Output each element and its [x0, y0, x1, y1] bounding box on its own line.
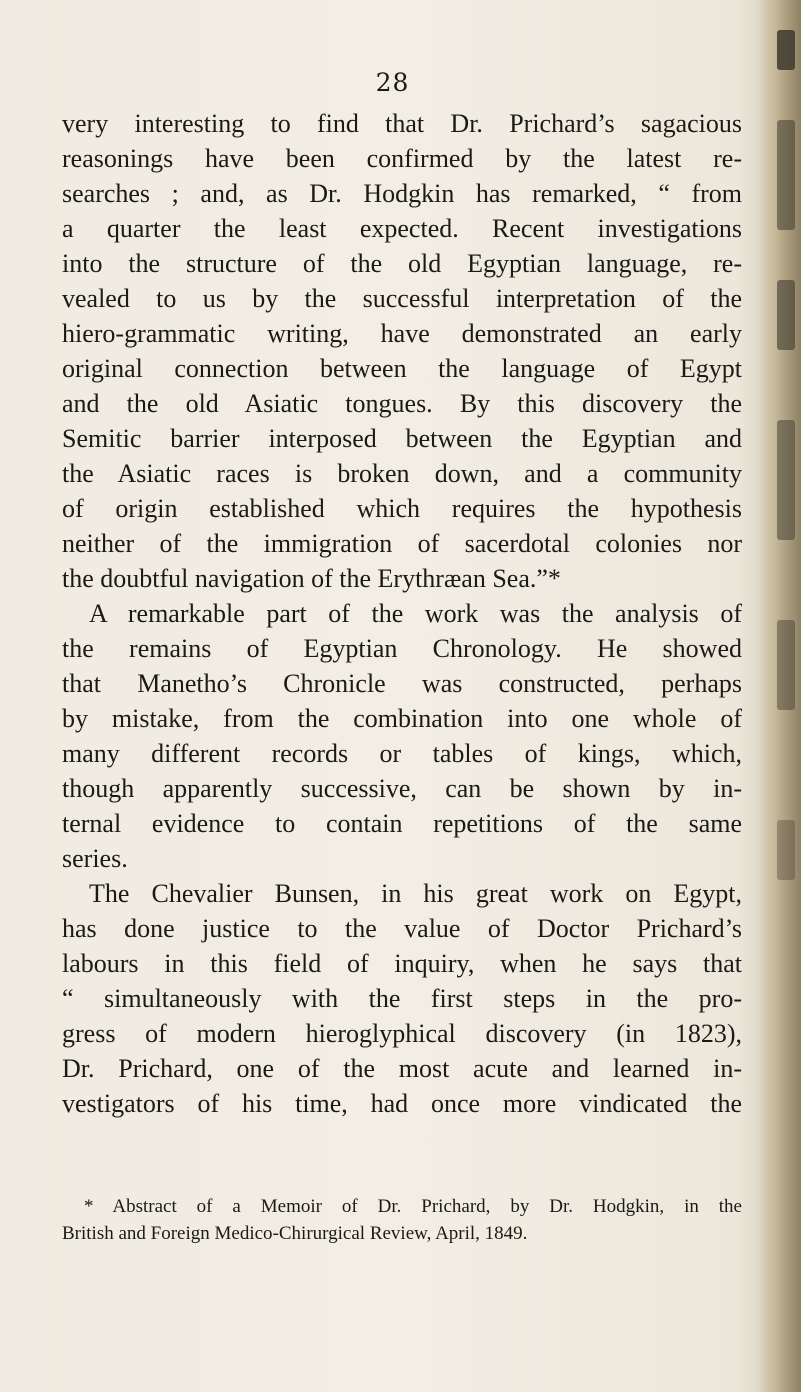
text-line: The Chevalier Bunsen, in his great work on Egypt, [89, 879, 742, 908]
text-line: A remarkable part of the work was the analysis of [89, 599, 742, 628]
binding-mark [777, 120, 795, 230]
binding-mark [777, 420, 795, 540]
text-line: the remains of Egyptian Chronology. He showed [62, 634, 742, 663]
text-line: ternal evidence to contain repetitions of the same [62, 809, 742, 838]
text-line: into the structure of the old Egyptian language, re- [62, 249, 742, 278]
text-line: and the old Asiatic tongues. By this discovery the [62, 389, 742, 418]
footnote-line: British and Foreign Medico-Chirurgical Review, April, 1849. [62, 1223, 528, 1244]
text-line: searches ; and, as Dr. Hodgkin has remarked, “ from [62, 179, 742, 208]
page-number: 28 [375, 68, 410, 97]
text-line: has done justice to the value of Doctor Prichard’s [62, 914, 742, 943]
body-text [62, 106, 742, 1121]
text-line: the doubtful navigation of the Erythræan Sea.”* [62, 564, 561, 593]
footnote [62, 1193, 742, 1247]
page-edge-shadow [759, 0, 801, 1392]
text-line: vestigators of his time, had once more vindicated the [62, 1089, 742, 1118]
binding-mark [777, 620, 795, 710]
text-line: neither of the immigration of sacerdotal colonies nor [62, 529, 742, 558]
binding-mark [777, 30, 795, 70]
binding-mark [777, 280, 795, 350]
text-line: Semitic barrier interposed between the Egyptian and [62, 424, 742, 453]
binding-mark [777, 820, 795, 880]
text-line: series. [62, 844, 128, 873]
text-line: hiero-grammatic writing, have demonstrated an early [62, 319, 742, 348]
text-line: the Asiatic races is broken down, and a community [62, 459, 742, 488]
text-line: labours in this field of inquiry, when he says that [62, 949, 742, 978]
text-line: a quarter the least expected. Recent investigations [62, 214, 742, 243]
text-line: Dr. Prichard, one of the most acute and learned in- [62, 1054, 742, 1083]
text-line: that Manetho’s Chronicle was constructed, perhaps [62, 669, 742, 698]
footnote-line: * Abstract of a Memoir of Dr. Prichard, by Dr. Hodgkin, in the [84, 1196, 742, 1217]
text-line: of origin established which requires the hypothesis [62, 494, 742, 523]
text-line: “ simultaneously with the first steps in the pro- [62, 984, 742, 1013]
text-line: by mistake, from the combination into one whole of [62, 704, 742, 733]
text-line: many different records or tables of kings, which, [62, 739, 742, 768]
text-line: though apparently successive, can be shown by in- [62, 774, 742, 803]
text-line: very interesting to find that Dr. Prichard’s sagacious [62, 109, 742, 138]
text-line: gress of modern hieroglyphical discovery (in 1823), [62, 1019, 742, 1048]
text-line: vealed to us by the successful interpretation of the [62, 284, 742, 313]
text-line: original connection between the language of Egypt [62, 354, 742, 383]
text-line: reasonings have been confirmed by the latest re- [62, 144, 742, 173]
